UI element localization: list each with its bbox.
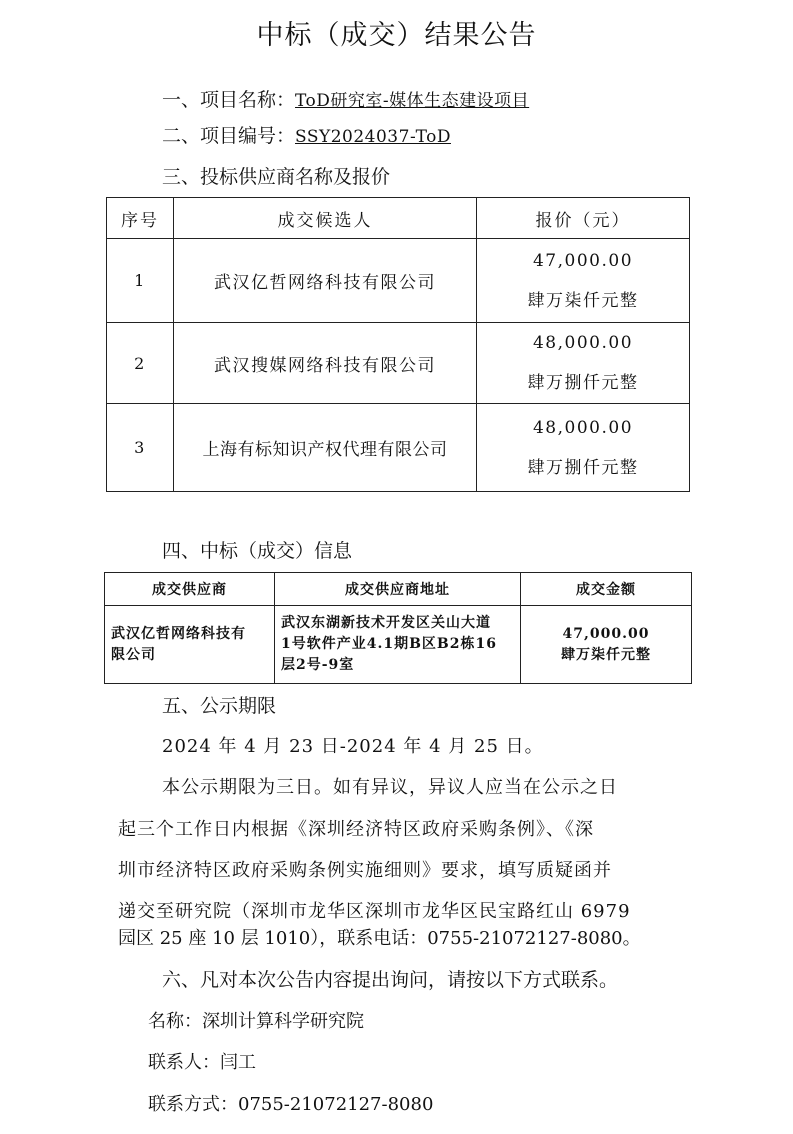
award-supplier-line: 武汉亿哲网络科技有 [111, 625, 246, 642]
price-text: 肆万柒仟元整 [527, 290, 639, 311]
project-name-label: 一、项目名称： [162, 89, 296, 111]
notice-period-dates: 2024 年 4 月 23 日-2024 年 4 月 25 日。 [162, 736, 544, 757]
price-number: 48,000.00 [532, 417, 634, 438]
project-number-label: 二、项目编号： [162, 125, 296, 147]
award-supplier-line: 限公司 [111, 646, 156, 663]
contact-phone: 联系方式：0755-21072127-8080 [148, 1094, 434, 1115]
award-address-line: 层2号-9室 [281, 657, 355, 673]
row-candidate: 武汉亿哲网络科技有限公司 [174, 239, 477, 323]
col-header-amount: 成交金额 [521, 573, 692, 606]
price-number: 47,000.00 [532, 250, 634, 271]
table-row [107, 323, 690, 404]
col-header-address: 成交供应商地址 [275, 573, 521, 606]
table-row [107, 239, 690, 323]
col-header-price: 报价（元） [477, 198, 690, 239]
award-table [104, 572, 692, 684]
award-amount-text: 肆万柒仟元整 [561, 646, 651, 663]
row-candidate: 武汉搜媒网络科技有限公司 [174, 323, 477, 404]
row-no: 1 [107, 239, 174, 323]
project-number-line [162, 122, 451, 151]
row-price [477, 239, 690, 323]
contact-heading: 六、凡对本次公告内容提出询问，请按以下方式联系。 [162, 969, 619, 991]
notice-paragraph-line: 本公示期限为三日。如有异议，异议人应当在公示之日 [162, 777, 618, 798]
award-address [275, 606, 521, 684]
col-header-candidate: 成交候选人 [174, 198, 477, 239]
bidders-table-header [107, 198, 690, 239]
price-number: 48,000.00 [532, 333, 634, 353]
row-price [477, 323, 690, 404]
award-table-header [105, 573, 692, 606]
row-price [477, 404, 690, 492]
award-supplier [105, 606, 275, 684]
bidders-table [106, 197, 690, 492]
award-heading: 四、中标（成交）信息 [162, 540, 353, 562]
contact-person: 联系人：闫工 [148, 1052, 256, 1073]
project-number-value: SSY2024037-ToD [295, 127, 451, 147]
award-address-line: 1号软件产业4.1期B区B2栋16 [281, 636, 497, 652]
table-row [105, 606, 692, 684]
award-address-line: 武汉东湖新技术开发区关山大道 [281, 615, 491, 631]
page-title: 中标（成交）结果公告 [256, 20, 537, 51]
row-no: 3 [107, 404, 174, 492]
notice-paragraph-line: 递交至研究院（深圳市龙华区深圳市龙华区民宝路红山 6979 [118, 901, 631, 922]
price-text: 肆万捌仟元整 [527, 373, 639, 393]
notice-period-heading: 五、公示期限 [162, 695, 277, 717]
contact-name: 名称：深圳计算科学研究院 [148, 1011, 364, 1032]
price-text: 肆万捌仟元整 [527, 457, 639, 478]
notice-paragraph-line: 园区 25 座 10 层 1010），联系电话：0755-21072127-8080。 [118, 928, 641, 949]
notice-paragraph-line: 圳市经济特区政府采购条例实施细则》要求，填写质疑函并 [118, 860, 612, 881]
notice-paragraph-line: 起三个工作日内根据《深圳经济特区政府采购条例》、《深 [118, 819, 594, 840]
row-candidate: 上海有标知识产权代理有限公司 [174, 404, 477, 492]
col-header-no: 序号 [107, 198, 174, 239]
project-name-value: ToD研究室-媒体生态建设项目 [295, 91, 530, 111]
col-header-supplier: 成交供应商 [105, 573, 275, 606]
table-row [107, 404, 690, 492]
award-amount [521, 606, 692, 684]
award-amount-number: 47,000.00 [562, 625, 650, 642]
bidders-heading: 三、投标供应商名称及报价 [162, 166, 391, 188]
row-no: 2 [107, 323, 174, 404]
project-name-line [162, 86, 529, 115]
